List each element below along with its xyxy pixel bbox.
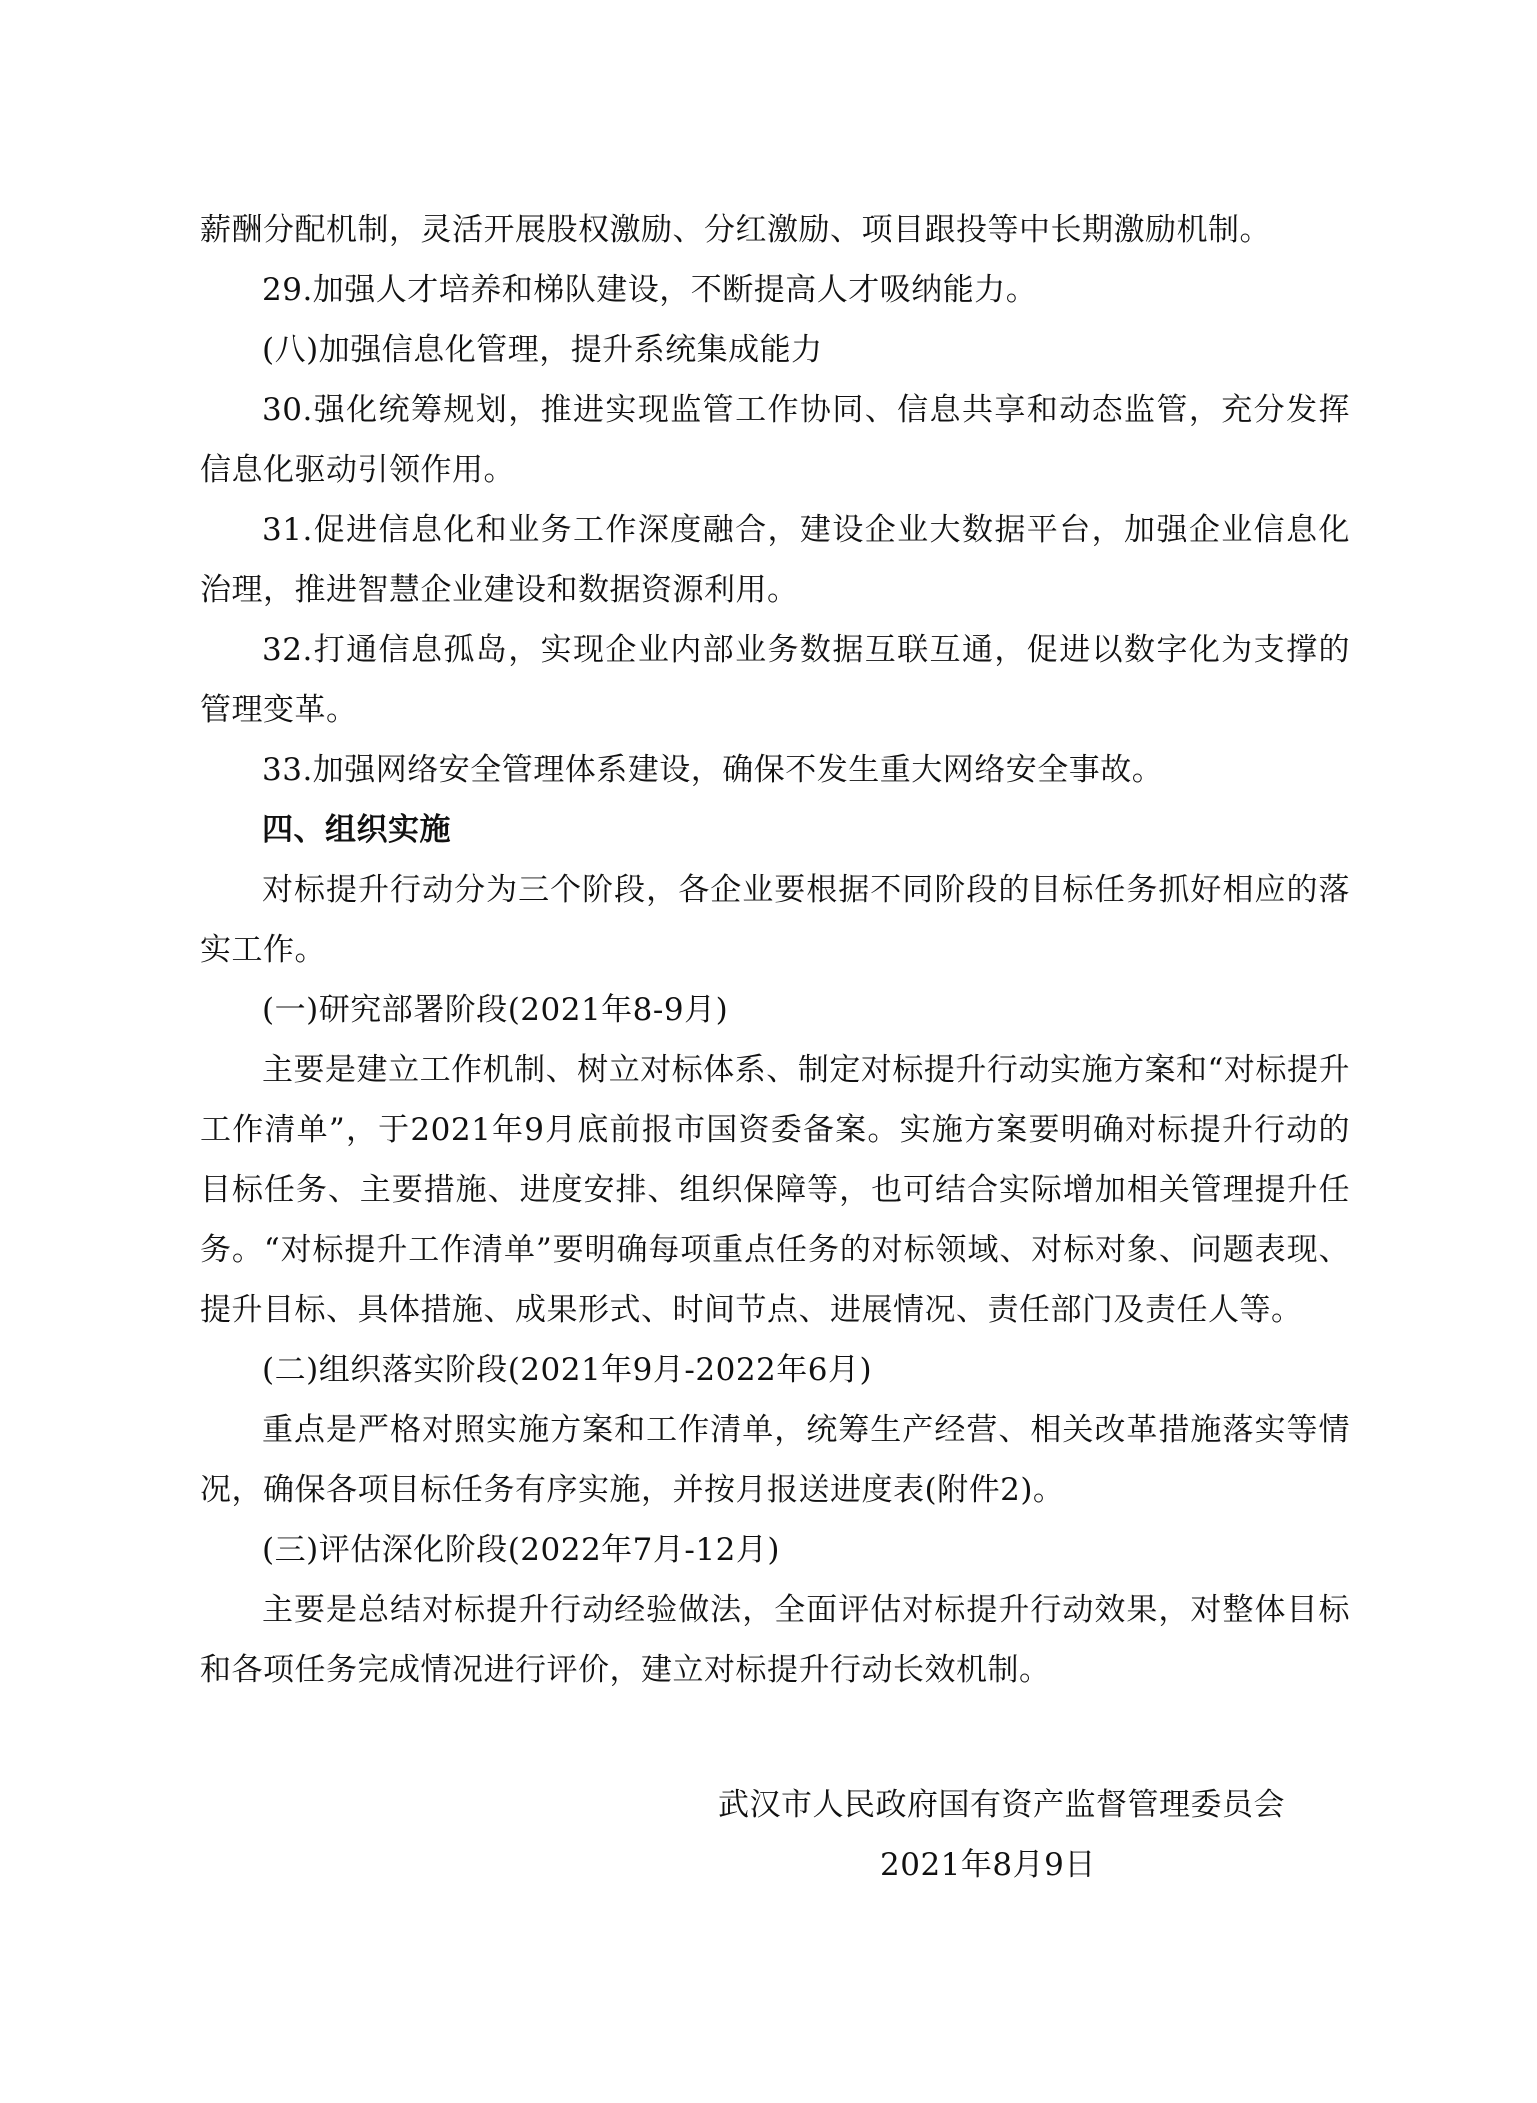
- paragraph: 主要是建立工作机制、树立对标体系、制定对标提升行动实施方案和“对标提升工作清单”，于2021年9月底前报市国资委备案。实施方案要明确对标提升行动的目标任务、主要措施、进度安排、组织保障等，也可结合实际增加相关管理提升任务。“对标提升工作清单”要明确每项重点任务的对标领域、对标对象、问题表现、提升目标、具体措施、成果形式、时间节点、进展情况、责任部门及责任人等。: [200, 1052, 1350, 1328]
- paragraph: 重点是严格对照实施方案和工作清单，统筹生产经营、相关改革措施落实等情况，确保各项目标任务有序实施，并按月报送进度表(附件2)。: [200, 1412, 1350, 1508]
- paragraph: (一)研究部署阶段(2021年8-9月): [262, 992, 729, 1028]
- paragraph: 32.打通信息孤岛，实现企业内部业务数据互联互通，促进以数字化为支撑的管理变革。: [200, 632, 1350, 728]
- paragraph: 薪酬分配机制，灵活开展股权激励、分红激励、项目跟投等中长期激励机制。: [200, 212, 1271, 248]
- paragraph: 31.促进信息化和业务工作深度融合，建设企业大数据平台，加强企业信息化治理，推进智慧企业建设和数据资源利用。: [200, 512, 1350, 608]
- paragraph: (三)评估深化阶段(2022年7月-12月): [262, 1532, 780, 1568]
- paragraph: (八)加强信息化管理，提升系统集成能力: [262, 332, 823, 368]
- paragraph: (二)组织落实阶段(2021年9月-2022年6月): [262, 1352, 873, 1388]
- paragraph: 对标提升行动分为三个阶段，各企业要根据不同阶段的目标任务抓好相应的落实工作。: [200, 872, 1350, 968]
- section-heading: 四、组织实施: [262, 812, 451, 848]
- paragraph: 29.加强人才培养和梯队建设，不断提高人才吸纳能力。: [262, 272, 1038, 308]
- paragraph: 30.强化统筹规划，推进实现监管工作协同、信息共享和动态监管，充分发挥信息化驱动引领作用。: [200, 392, 1350, 488]
- document-body: [200, 200, 1350, 1700]
- paragraph: 主要是总结对标提升行动经验做法，全面评估对标提升行动效果，对整体目标和各项任务完成情况进行评价，建立对标提升行动长效机制。: [200, 1592, 1350, 1688]
- issue-date: 2021年8月9日: [880, 1847, 1096, 1883]
- issuing-organization: 武汉市人民政府国有资产监督管理委员会: [718, 1787, 1285, 1823]
- paragraph: 33.加强网络安全管理体系建设，确保不发生重大网络安全事故。: [262, 752, 1164, 788]
